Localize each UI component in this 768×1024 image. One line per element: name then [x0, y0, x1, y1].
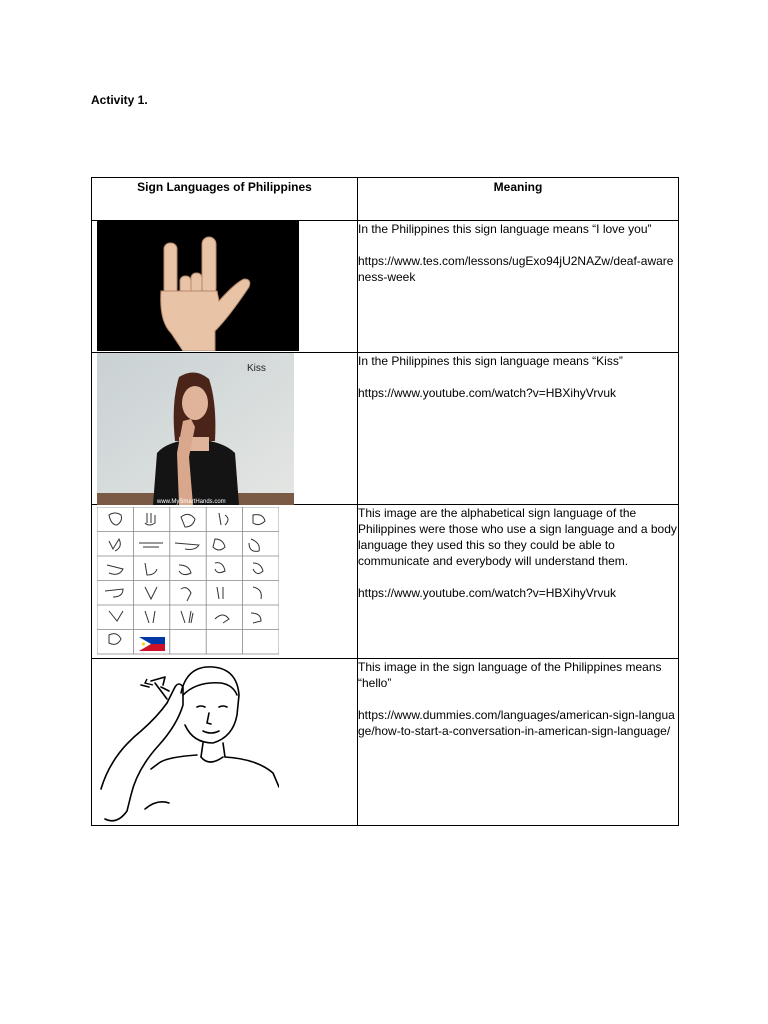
- header-meaning: Meaning: [358, 178, 679, 221]
- kiss-sign-woman-image: [97, 353, 294, 505]
- watermark-text: www.MySmartHands.com: [157, 499, 226, 505]
- source-url[interactable]: https://www.youtube.com/watch?v=HBXihyVrvuk: [358, 386, 616, 400]
- meaning-cell: [358, 659, 679, 826]
- table-row: [92, 221, 679, 353]
- activity-title: Activity 1.: [91, 93, 148, 107]
- meaning-cell: [358, 505, 679, 659]
- sign-image-cell: [92, 353, 358, 505]
- i-love-you-hand-image: [97, 221, 299, 351]
- meaning-text: In the Philippines this sign language means “Kiss”: [358, 354, 623, 368]
- table-row: [92, 505, 679, 659]
- source-url[interactable]: https://www.tes.com/lessons/ugExo94jU2NAZw/deaf-awareness-week: [358, 254, 674, 284]
- alphabet-sign-chart-image: [97, 507, 279, 657]
- kiss-caption: Kiss: [247, 363, 266, 374]
- table-row: [92, 659, 679, 826]
- header-sign-languages: Sign Languages of Philippines: [92, 178, 358, 221]
- sign-image-cell: [92, 505, 358, 659]
- hello-sign-drawing-image: [97, 659, 279, 825]
- meaning-cell: [358, 221, 679, 353]
- meaning-text: This image in the sign language of the Philippines means “hello”: [358, 660, 662, 690]
- meaning-cell: [358, 353, 679, 505]
- meaning-text: In the Philippines this sign language means “I love you”: [358, 222, 652, 236]
- table-row: [92, 353, 679, 505]
- source-url[interactable]: https://www.dummies.com/languages/american-sign-language/how-to-start-a-conversation-in-american-sign-language/: [358, 708, 675, 738]
- sign-language-table: [91, 177, 679, 826]
- sign-image-cell: [92, 221, 358, 353]
- meaning-text: This image are the alphabetical sign language of the Philippines were those who use a sign language and a body language they used this so they could be able to communicate and everybody will understand them.: [358, 506, 677, 568]
- sign-image-cell: [92, 659, 358, 826]
- table-header-row: [92, 178, 679, 221]
- source-url[interactable]: https://www.youtube.com/watch?v=HBXihyVrvuk: [358, 586, 616, 600]
